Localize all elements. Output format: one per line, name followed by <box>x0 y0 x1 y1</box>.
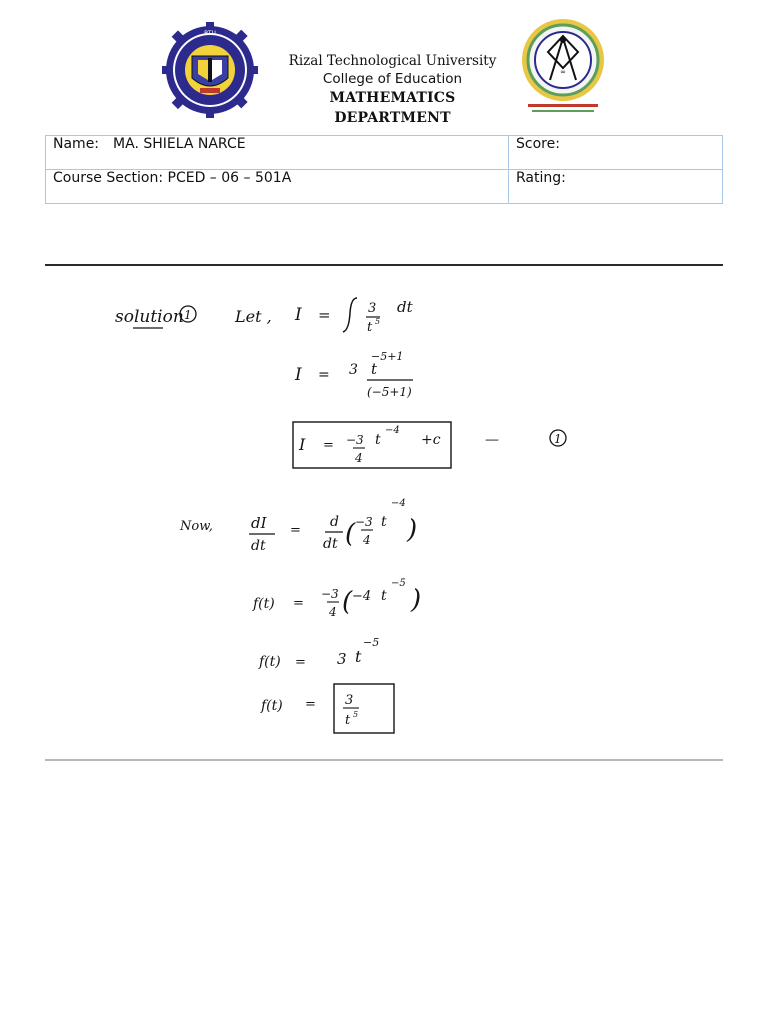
rating-label: Rating: <box>516 170 566 186</box>
header-text-block <box>270 52 515 128</box>
course-cell <box>46 170 509 204</box>
exponent-5: 5 <box>375 317 381 326</box>
score-label: Score: <box>516 136 560 152</box>
ft-line7: f(t) <box>261 698 283 714</box>
dt-1: dt <box>397 298 413 316</box>
svg-text:∞: ∞ <box>560 68 566 76</box>
college-name: College of Education <box>322 71 463 87</box>
equals-2: = <box>318 367 330 383</box>
exponent-minus5-line6: −5 <box>363 636 380 649</box>
I-line2: I <box>295 365 302 385</box>
name-cell <box>46 136 509 170</box>
course-label: Course Section: <box>53 170 164 186</box>
ft-line5: f(t) <box>253 596 275 612</box>
minus4-line5: −4 <box>352 589 372 604</box>
equals-1: = <box>318 306 331 324</box>
ft-line6: f(t) <box>259 654 281 670</box>
solution-label: solution <box>115 307 184 327</box>
minus3-boxed: −3 <box>346 433 364 447</box>
dI-numerator: dI <box>251 514 267 532</box>
t-boxed-final: t <box>345 713 351 728</box>
minus3-line4: −3 <box>355 515 373 529</box>
equals-6: = <box>295 655 306 670</box>
svg-text:RTU: RTU <box>204 30 216 37</box>
t-line4: t <box>381 514 387 530</box>
four-line5: 4 <box>329 605 337 619</box>
t-line6: t <box>355 647 362 666</box>
t-boxed: t <box>375 432 381 448</box>
bottom-divider <box>45 759 723 761</box>
document-header <box>0 0 768 128</box>
equals-7: = <box>305 697 316 712</box>
three-boxed-final: 3 <box>345 693 354 708</box>
now-word: Now, <box>180 519 213 534</box>
t-line5: t <box>381 588 387 604</box>
I-boxed: I <box>299 435 306 454</box>
exponent-minus4-boxed: −4 <box>385 425 400 436</box>
department-name: MATHEMATICS DEPARTMENT <box>329 90 456 126</box>
name-value: MA. SHIELA NARCE <box>113 136 246 152</box>
dt-denominator-1: dt <box>251 538 266 554</box>
paren-close-2: ) <box>411 585 422 615</box>
denominator-minus5plus1: (−5+1) <box>367 385 412 399</box>
rating-cell <box>509 170 723 204</box>
exponent-minus5plus1: −5+1 <box>371 350 404 363</box>
college-seal-logo <box>518 16 608 118</box>
handwritten-solution <box>45 268 723 758</box>
four-boxed: 4 <box>355 451 363 465</box>
circle-one-text: 1 <box>184 308 192 322</box>
university-seal-logo <box>160 22 260 118</box>
name-label: Name: <box>53 136 100 152</box>
four-line4: 4 <box>363 533 371 547</box>
integral-I: I <box>295 305 302 325</box>
circle-one-text-2: 1 <box>554 432 562 446</box>
integral-sign <box>343 298 357 332</box>
score-cell <box>509 136 723 170</box>
numerator-3: 3 <box>368 301 377 316</box>
minus3-line5: −3 <box>321 587 339 601</box>
university-name: Rizal Technological University <box>288 53 497 69</box>
equals-3: = <box>323 438 334 453</box>
top-divider <box>45 264 723 266</box>
course-value: PCED – 06 – 501A <box>167 170 292 186</box>
plus-c: +c <box>421 432 441 448</box>
three-line2: 3 <box>349 362 358 378</box>
paren-open-1: ( <box>345 519 356 549</box>
equation-dash: — <box>485 432 499 448</box>
info-row-name <box>46 136 723 170</box>
d-numerator: d <box>330 514 339 530</box>
dt-denominator-2: dt <box>323 536 338 552</box>
t-line2: t <box>371 360 378 378</box>
info-row-course <box>46 170 723 204</box>
three-line6: 3 <box>337 650 347 668</box>
denominator-t: t <box>367 320 373 335</box>
let-word: Let , <box>235 307 272 326</box>
student-info-table <box>45 135 723 204</box>
exponent-minus4-line4: −4 <box>391 498 406 509</box>
exponent-minus5-line5: −5 <box>391 578 406 589</box>
paren-open-2: ( <box>342 587 353 617</box>
equals-5: = <box>293 596 304 611</box>
paren-close-1: ) <box>407 515 418 545</box>
exponent-5-final: 5 <box>353 710 359 719</box>
equals-4: = <box>290 523 301 538</box>
